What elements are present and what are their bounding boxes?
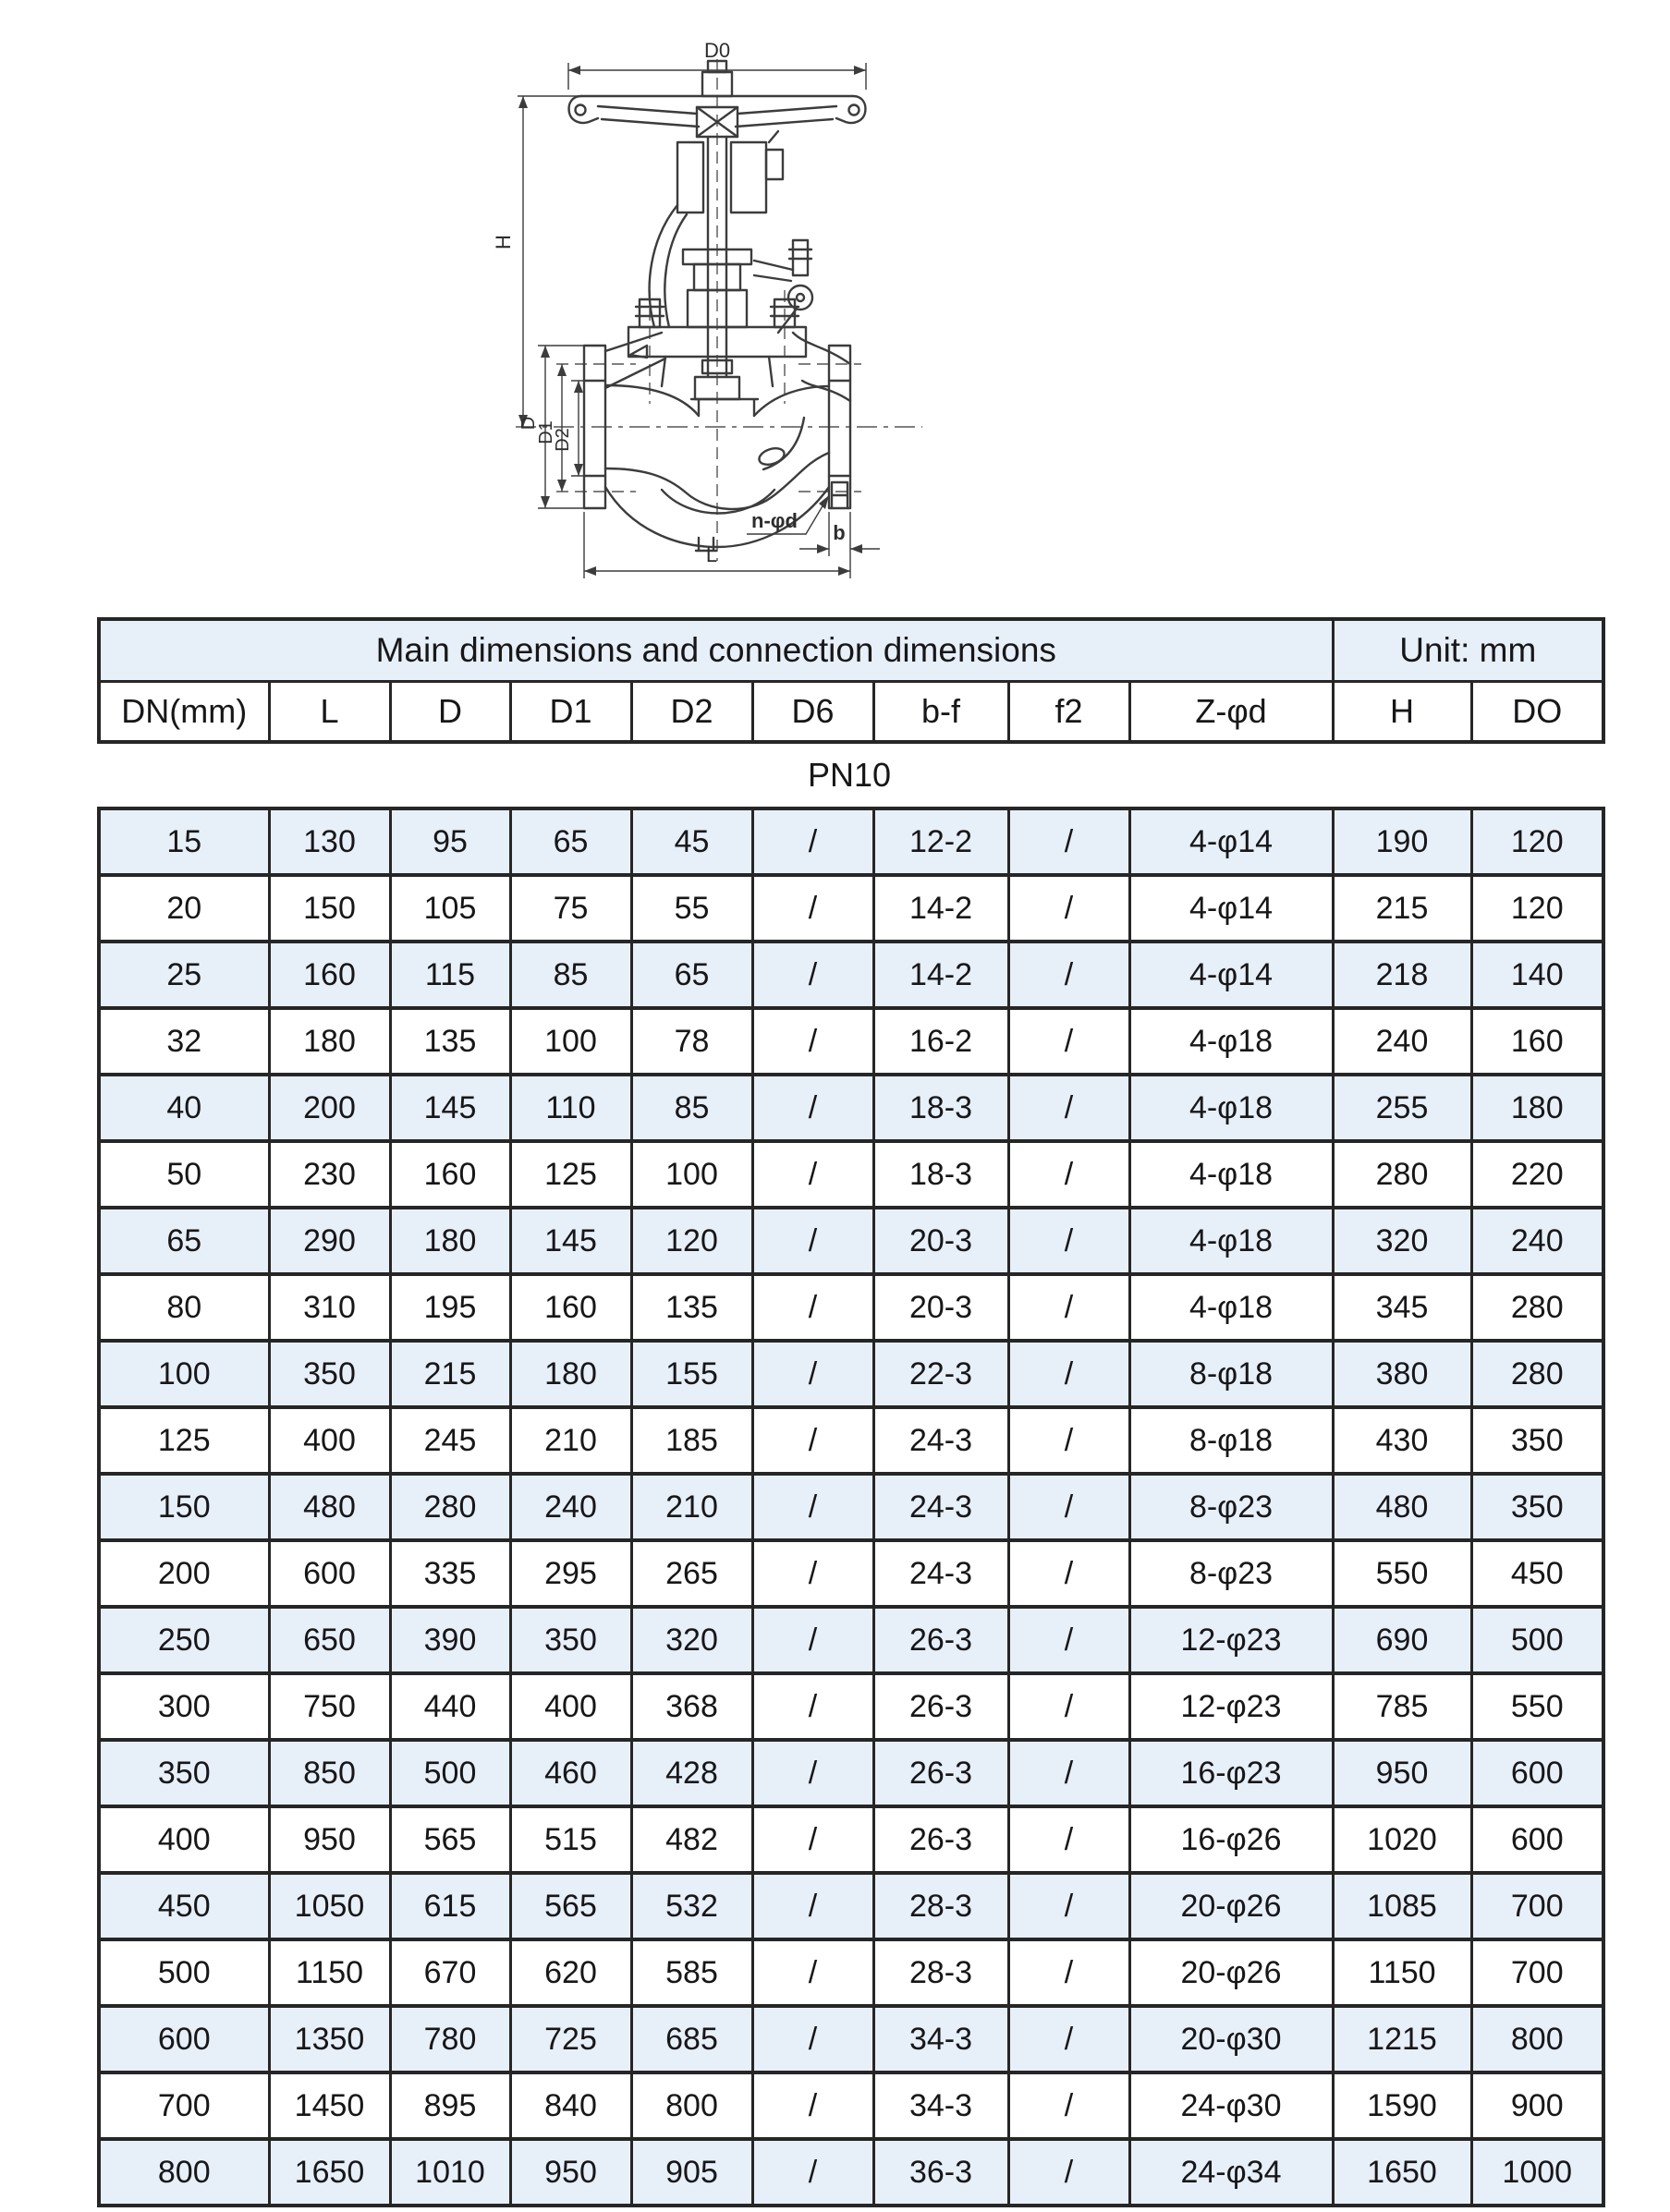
table-cell: 14-2 [873,942,1008,1008]
table-cell: 200 [99,1540,269,1607]
table-header [97,617,1605,744]
table-cell: / [752,1208,873,1274]
table-cell: / [1008,2006,1129,2072]
table-cell: 40 [99,1075,269,1141]
table-cell: 280 [1471,1341,1603,1407]
table-cell: 400 [99,1806,269,1873]
column-header: Z-φd [1129,682,1333,743]
table-row [99,942,1603,1008]
table-cell: 215 [1333,875,1471,942]
table-cell: / [752,1008,873,1075]
column-header: DN(mm) [99,682,269,743]
table-cell: 200 [269,1075,390,1141]
d0-label: D0 [703,39,731,62]
table-cell: 16-φ26 [1129,1806,1333,1873]
table-cell: 20-3 [873,1274,1008,1341]
table-cell: 800 [99,2139,269,2206]
column-header: b-f [873,682,1008,743]
table-cell: 22-3 [873,1341,1008,1407]
table-cell: 12-φ23 [1129,1673,1333,1740]
table-cell: 480 [1333,1474,1471,1540]
data-table-body [99,808,1603,2206]
table-cell: 24-φ34 [1129,2139,1333,2206]
b-label: b [833,521,846,544]
l-label: L [705,543,718,566]
table-cell: 480 [269,1474,390,1540]
table-cell: 75 [510,875,631,942]
table-cell: 550 [1471,1673,1603,1740]
column-header: D [390,682,510,743]
table-cell: / [1008,1607,1129,1673]
dimension-d2 [553,381,584,476]
table-cell: 160 [390,1141,510,1208]
table-cell: 4-φ14 [1129,808,1333,875]
dimension-table-section [97,617,1602,2207]
table-cell: 135 [390,1008,510,1075]
table-cell: 195 [390,1274,510,1341]
table-cell: / [1008,1873,1129,1939]
table-cell: 1020 [1333,1806,1471,1873]
table-cell: 785 [1333,1673,1471,1740]
table-row [99,1806,1603,1873]
bolt-holes-label: n-φd [751,509,798,532]
table-cell: 8-φ23 [1129,1540,1333,1607]
table-cell: 240 [1333,1008,1471,1075]
table-cell: 8-φ23 [1129,1474,1333,1540]
table-cell: / [752,1341,873,1407]
table-cell: 280 [1333,1141,1471,1208]
table-row [99,1141,1603,1208]
table-cell: 1450 [269,2072,390,2139]
table-cell: 482 [631,1806,752,1873]
table-cell: 1150 [1333,1939,1471,2006]
table-cell: / [752,875,873,942]
table-row [99,2139,1603,2206]
table-cell: 20 [99,875,269,942]
table-row [99,1474,1603,1540]
column-header: H [1333,682,1471,743]
table-cell: 550 [1333,1540,1471,1607]
table-cell: / [1008,1407,1129,1474]
table-cell: 255 [1333,1075,1471,1141]
table-row [99,875,1603,942]
table-row [99,1873,1603,1939]
pressure-class-label: PN10 [807,756,892,794]
table-cell: 14-2 [873,875,1008,942]
table-cell: 265 [631,1540,752,1607]
table-cell: 1650 [269,2139,390,2206]
table-cell: 8-φ18 [1129,1341,1333,1407]
table-cell: 20-φ30 [1129,2006,1333,2072]
table-cell: 105 [390,875,510,942]
table-cell: 26-3 [873,1806,1008,1873]
table-cell: 428 [631,1740,752,1806]
table-cell: 120 [1471,808,1603,875]
column-header: D6 [752,682,873,743]
table-cell: / [752,1939,873,2006]
table-cell: / [1008,1341,1129,1407]
table-cell: / [752,2006,873,2072]
table-cell: 850 [269,1740,390,1806]
table-cell: 450 [99,1873,269,1939]
table-cell: 28-3 [873,1939,1008,2006]
table-cell: / [1008,2072,1129,2139]
table-row [99,1673,1603,1740]
table-cell: / [752,1673,873,1740]
table-cell: 8-φ18 [1129,1407,1333,1474]
table-cell: 245 [390,1407,510,1474]
gland-lever [754,240,812,333]
table-cell: / [1008,1806,1129,1873]
table-row [99,1540,1603,1607]
table-cell: / [752,808,873,875]
table-title: Main dimensions and connection dimensions [99,619,1333,682]
table-cell: 24-φ30 [1129,2072,1333,2139]
table-cell: 18-3 [873,1141,1008,1208]
column-header-row [99,682,1603,743]
table-cell: 895 [390,2072,510,2139]
table-cell: / [752,1075,873,1141]
table-cell: 185 [631,1407,752,1474]
table-cell: 180 [510,1341,631,1407]
column-header: D2 [631,682,752,743]
table-cell: 215 [390,1341,510,1407]
table-cell: 32 [99,1008,269,1075]
table-row [99,808,1603,875]
table-cell: 12-2 [873,808,1008,875]
table-cell: 65 [631,942,752,1008]
table-cell: 840 [510,2072,631,2139]
table-cell: / [752,1474,873,1540]
table-cell: 135 [631,1274,752,1341]
table-cell: 700 [1471,1939,1603,2006]
table-cell: 368 [631,1673,752,1740]
column-header: L [269,682,390,743]
table-cell: 1000 [1471,2139,1603,2206]
table-cell: 100 [99,1341,269,1407]
table-cell: 1085 [1333,1873,1471,1939]
table-cell: 218 [1333,942,1471,1008]
table-cell: 16-φ23 [1129,1740,1333,1806]
table-cell: 20-φ26 [1129,1873,1333,1939]
table-cell: 310 [269,1274,390,1341]
table-cell: / [752,1274,873,1341]
stem-assembly [677,131,783,377]
table-cell: / [1008,1939,1129,2006]
table-cell: 95 [390,808,510,875]
table-cell: 50 [99,1141,269,1208]
table-cell: 4-φ14 [1129,942,1333,1008]
table-cell: 295 [510,1540,631,1607]
table-cell: 700 [99,2072,269,2139]
table-cell: 34-3 [873,2072,1008,2139]
table-cell: 4-φ18 [1129,1075,1333,1141]
h-label: H [492,235,515,249]
table-row [99,2072,1603,2139]
table-cell: 600 [1471,1740,1603,1806]
table-cell: / [1008,1540,1129,1607]
table-cell: 26-3 [873,1673,1008,1740]
table-cell: / [1008,1474,1129,1540]
table-cell: 800 [1471,2006,1603,2072]
table-cell: 600 [99,2006,269,2072]
table-cell: 350 [510,1607,631,1673]
table-cell: 350 [1471,1474,1603,1540]
table-cell: 440 [390,1673,510,1740]
column-header: DO [1471,682,1603,743]
table-cell: 26-3 [873,1607,1008,1673]
table-cell: 905 [631,2139,752,2206]
table-cell: 220 [1471,1141,1603,1208]
table-cell: 210 [631,1474,752,1540]
table-cell: 335 [390,1540,510,1607]
table-cell: 145 [510,1208,631,1274]
table-cell: 670 [390,1939,510,2006]
table-row [99,2006,1603,2072]
table-cell: 190 [1333,808,1471,875]
table-cell: / [1008,2139,1129,2206]
yoke [650,205,687,327]
table-cell: 110 [510,1075,631,1141]
table-cell: 160 [510,1274,631,1341]
table-row [99,1075,1603,1141]
table-title-row [99,619,1603,682]
table-cell: 620 [510,1939,631,2006]
table-row [99,1740,1603,1806]
table-cell: 320 [1333,1208,1471,1274]
table-cell: 24-3 [873,1474,1008,1540]
table-cell: 65 [510,808,631,875]
table-cell: 12-φ23 [1129,1607,1333,1673]
table-cell: 24-3 [873,1540,1008,1607]
table-cell: 950 [1333,1740,1471,1806]
table-cell: 130 [269,808,390,875]
table-cell: 120 [1471,875,1603,942]
table-cell: 380 [1333,1341,1471,1407]
table-cell: 26-3 [873,1740,1008,1806]
table-cell: 150 [269,875,390,942]
table-cell: / [752,1407,873,1474]
table-cell: 100 [631,1141,752,1208]
table-cell: / [1008,942,1129,1008]
table-cell: 20-3 [873,1208,1008,1274]
table-cell: 16-2 [873,1008,1008,1075]
table-cell: 1150 [269,1939,390,2006]
table-row [99,1274,1603,1341]
table-cell: 155 [631,1341,752,1407]
table-cell: 85 [510,942,631,1008]
table-cell: 780 [390,2006,510,2072]
table-cell: 180 [1471,1075,1603,1141]
table-cell: 250 [99,1607,269,1673]
table-row [99,1939,1603,2006]
table-cell: 350 [1471,1407,1603,1474]
valve-drawing-svg [481,20,961,612]
table-cell: 4-φ18 [1129,1274,1333,1341]
table-row [99,1208,1603,1274]
table-cell: 900 [1471,2072,1603,2139]
table-cell: / [1008,1008,1129,1075]
table-cell: 4-φ18 [1129,1141,1333,1208]
valve-diagram [481,20,961,612]
table-cell: 4-φ14 [1129,875,1333,942]
table-cell: 300 [99,1673,269,1740]
table-cell: 4-φ18 [1129,1208,1333,1274]
d1-label: D1 [536,420,556,444]
table-row [99,1341,1603,1407]
table-cell: 1590 [1333,2072,1471,2139]
table-cell: 320 [631,1607,752,1673]
table-cell: 25 [99,942,269,1008]
table-cell: / [752,942,873,1008]
table-cell: / [1008,875,1129,942]
table-cell: 1215 [1333,2006,1471,2072]
table-cell: 15 [99,808,269,875]
table-cell: / [752,1607,873,1673]
table-cell: / [752,2139,873,2206]
table-cell: 28-3 [873,1873,1008,1939]
table-cell: 685 [631,2006,752,2072]
table-cell: 950 [269,1806,390,1873]
table-cell: / [752,1873,873,1939]
table-cell: 65 [99,1208,269,1274]
table-cell: 585 [631,1939,752,2006]
table-cell: 390 [390,1607,510,1673]
table-cell: 290 [269,1208,390,1274]
table-cell: 180 [269,1008,390,1075]
table-cell: 450 [1471,1540,1603,1607]
table-cell: 700 [1471,1873,1603,1939]
table-cell: 600 [1471,1806,1603,1873]
table-cell: / [752,1141,873,1208]
table-cell: 400 [269,1407,390,1474]
table-cell: 430 [1333,1407,1471,1474]
table-cell: 36-3 [873,2139,1008,2206]
column-header: D1 [510,682,631,743]
table-cell: 34-3 [873,2006,1008,2072]
unit-label: Unit: mm [1333,619,1603,682]
table-cell: 4-φ18 [1129,1008,1333,1075]
table-cell: 125 [99,1407,269,1474]
table-cell: / [1008,1075,1129,1141]
table-cell: 515 [510,1806,631,1873]
table-cell: 160 [269,942,390,1008]
table-cell: 160 [1471,1008,1603,1075]
table-cell: 350 [269,1341,390,1407]
table-cell: 345 [1333,1274,1471,1341]
table-cell: 615 [390,1873,510,1939]
table-cell: 500 [99,1939,269,2006]
table-cell: 725 [510,2006,631,2072]
table-cell: 45 [631,808,752,875]
table-cell: 1350 [269,2006,390,2072]
table-cell: 280 [390,1474,510,1540]
d-label: D [518,416,539,431]
table-cell: 1650 [1333,2139,1471,2206]
table-cell: 400 [510,1673,631,1740]
table-cell: / [752,1806,873,1873]
table-cell: 140 [1471,942,1603,1008]
table-cell: 115 [390,942,510,1008]
table-cell: 280 [1471,1274,1603,1341]
table-cell: / [1008,1208,1129,1274]
table-cell: 240 [1471,1208,1603,1274]
table-cell: 532 [631,1873,752,1939]
table-cell: 230 [269,1141,390,1208]
table-cell: / [1008,1141,1129,1208]
table-cell: 80 [99,1274,269,1341]
table-row [99,1607,1603,1673]
table-cell: / [1008,808,1129,875]
table-cell: 18-3 [873,1075,1008,1141]
table-row [99,1008,1603,1075]
table-cell: 1050 [269,1873,390,1939]
table-cell: / [1008,1740,1129,1806]
d2-label: D2 [553,428,573,452]
table-cell: 350 [99,1740,269,1806]
table-cell: 600 [269,1540,390,1607]
table-cell: 55 [631,875,752,942]
table-cell: 240 [510,1474,631,1540]
table-cell: 950 [510,2139,631,2206]
table-cell: 565 [390,1806,510,1873]
table-cell: / [1008,1274,1129,1341]
table-cell: 460 [510,1740,631,1806]
table-row [99,1407,1603,1474]
dimension-data-table [97,807,1605,2207]
table-cell: 650 [269,1607,390,1673]
table-cell: 690 [1333,1607,1471,1673]
table-cell: 500 [1471,1607,1603,1673]
table-cell: 24-3 [873,1407,1008,1474]
dimension-h [492,96,581,427]
table-cell: 120 [631,1208,752,1274]
table-cell: / [752,2072,873,2139]
column-header: f2 [1008,682,1129,743]
table-cell: 150 [99,1474,269,1540]
table-cell: / [752,1740,873,1806]
table-cell: 78 [631,1008,752,1075]
table-cell: / [752,1540,873,1607]
table-cell: 565 [510,1873,631,1939]
table-cell: 145 [390,1075,510,1141]
table-cell: 100 [510,1008,631,1075]
table-cell: 180 [390,1208,510,1274]
dimension-d1 [536,364,567,492]
table-cell: 500 [390,1740,510,1806]
table-cell: 85 [631,1075,752,1141]
table-cell: 800 [631,2072,752,2139]
table-cell: 750 [269,1673,390,1740]
table-cell: 210 [510,1407,631,1474]
table-cell: 20-φ26 [1129,1939,1333,2006]
centerlines [516,59,922,561]
table-cell: 125 [510,1141,631,1208]
table-cell: 1010 [390,2139,510,2206]
table-cell: / [1008,1673,1129,1740]
